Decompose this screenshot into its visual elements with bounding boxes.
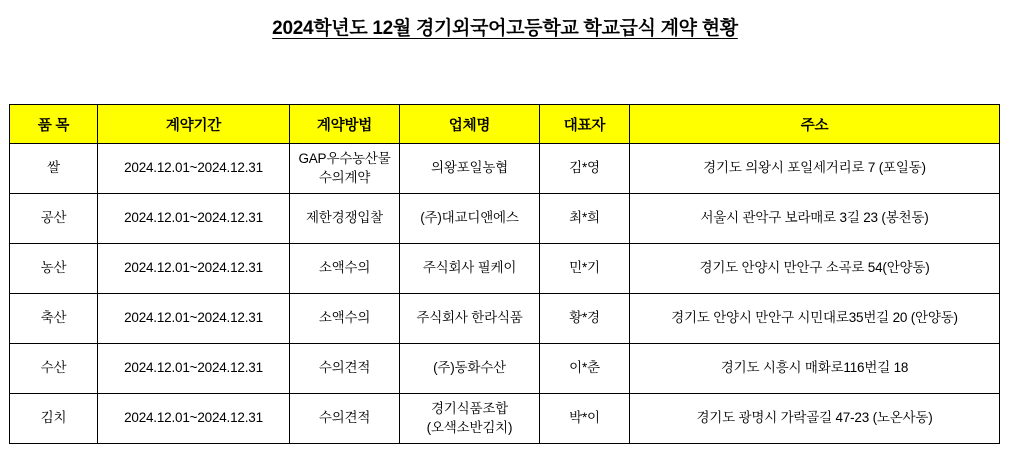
cell-address: 경기도 안양시 만안구 시민대로35번길 20 (안양동) — [630, 294, 1000, 344]
cell-representative: 박*이 — [540, 394, 630, 444]
cell-method-line1: 수의견적 — [318, 410, 371, 426]
cell-company-line1: 경기식품조합 — [430, 401, 509, 417]
cell-company — [400, 144, 540, 194]
cell-item: 쌀 — [10, 144, 98, 194]
cell-company — [400, 294, 540, 344]
cell-method — [290, 244, 400, 294]
cell-period: 2024.12.01~2024.12.31 — [98, 294, 290, 344]
cell-period: 2024.12.01~2024.12.31 — [98, 344, 290, 394]
cell-item: 축산 — [10, 294, 98, 344]
cell-representative: 황*경 — [540, 294, 630, 344]
cell-method — [290, 344, 400, 394]
cell-period: 2024.12.01~2024.12.31 — [98, 244, 290, 294]
contract-table — [9, 104, 1000, 444]
table-header-row — [10, 105, 1000, 144]
cell-representative: 이*춘 — [540, 344, 630, 394]
cell-method-line2: 수의계약 — [318, 169, 371, 185]
cell-method-line1: GAP우수농산물 — [298, 151, 391, 167]
cell-method — [290, 294, 400, 344]
cell-representative: 민*기 — [540, 244, 630, 294]
cell-item: 수산 — [10, 344, 98, 394]
table-header — [10, 105, 1000, 144]
table-row — [10, 394, 1000, 444]
cell-company-line2: (오색소반김치) — [426, 419, 513, 435]
cell-company — [400, 244, 540, 294]
cell-company-line1: (주)동화수산 — [433, 360, 506, 376]
table-row — [10, 344, 1000, 394]
cell-address: 경기도 광명시 가락골길 47-23 (노온사동) — [630, 394, 1000, 444]
column-header-address: 주소 — [630, 105, 1000, 144]
cell-representative: 김*영 — [540, 144, 630, 194]
cell-period: 2024.12.01~2024.12.31 — [98, 144, 290, 194]
cell-method-line1: 소액수의 — [318, 310, 371, 326]
cell-item: 공산 — [10, 194, 98, 244]
cell-company-line1: (주)대교디앤에스 — [420, 210, 519, 226]
cell-address: 경기도 의왕시 포일세거리로 7 (포일동) — [630, 144, 1000, 194]
cell-company-line1: 의왕포일농협 — [430, 160, 509, 176]
cell-address: 경기도 안양시 만안구 소곡로 54(안양동) — [630, 244, 1000, 294]
cell-company-line1: 주식회사 필케이 — [422, 260, 517, 276]
cell-method-line1: 제한경쟁입찰 — [305, 210, 384, 226]
table-row — [10, 294, 1000, 344]
cell-method-line1: 소액수의 — [318, 260, 371, 276]
cell-company-line1: 주식회사 한라식품 — [416, 310, 523, 326]
cell-method — [290, 194, 400, 244]
table-row — [10, 244, 1000, 294]
cell-representative: 최*희 — [540, 194, 630, 244]
cell-period: 2024.12.01~2024.12.31 — [98, 394, 290, 444]
cell-company — [400, 344, 540, 394]
table-row — [10, 144, 1000, 194]
cell-method — [290, 394, 400, 444]
page-title: 2024학년도 12월 경기외국어고등학교 학교급식 계약 현황 — [272, 18, 738, 39]
column-header-company: 업체명 — [400, 105, 540, 144]
column-header-period: 계약기간 — [98, 105, 290, 144]
table-row — [10, 194, 1000, 244]
cell-item: 농산 — [10, 244, 98, 294]
cell-address: 서울시 관악구 보라매로 3길 23 (봉천동) — [630, 194, 1000, 244]
column-header-representative: 대표자 — [540, 105, 630, 144]
cell-method-line1: 수의견적 — [318, 360, 371, 376]
column-header-method: 계약방법 — [290, 105, 400, 144]
cell-method — [290, 144, 400, 194]
document-page — [0, 16, 1010, 469]
cell-address: 경기도 시흥시 매화로116번길 18 — [630, 344, 1000, 394]
table-body — [10, 144, 1000, 444]
column-header-item: 품 목 — [10, 105, 98, 144]
cell-company — [400, 394, 540, 444]
cell-item: 김치 — [10, 394, 98, 444]
cell-company — [400, 194, 540, 244]
cell-period: 2024.12.01~2024.12.31 — [98, 194, 290, 244]
contract-table-container — [9, 104, 999, 444]
